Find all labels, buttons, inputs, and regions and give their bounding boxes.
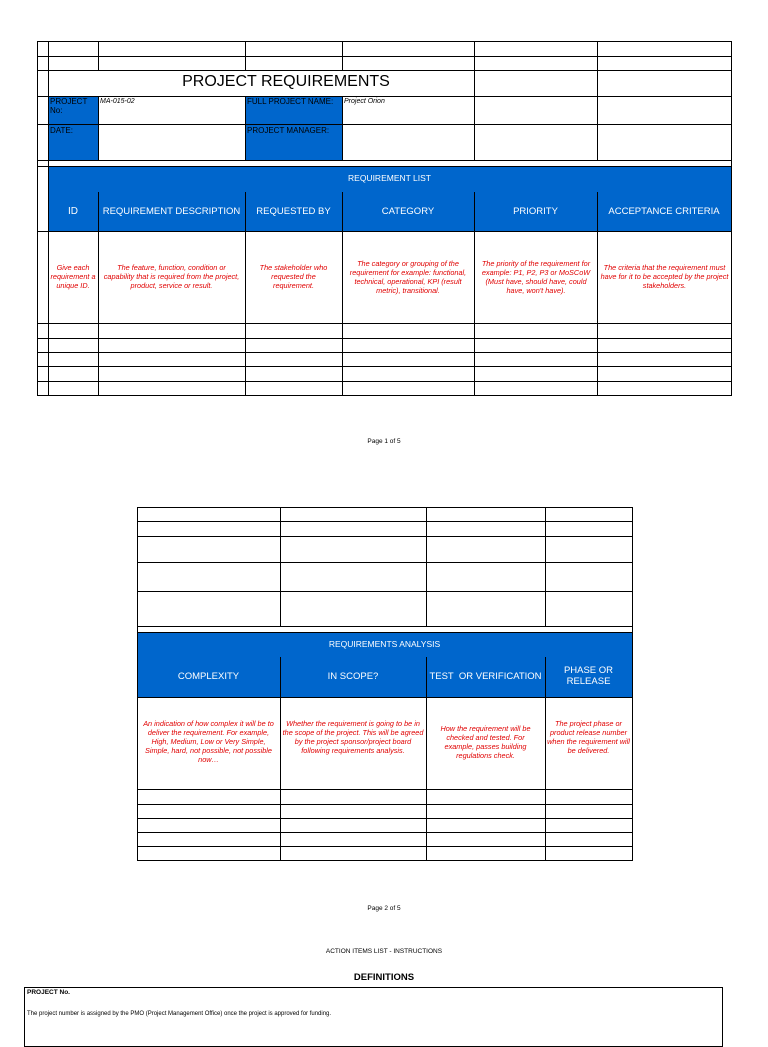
definitions-box bbox=[24, 987, 723, 1047]
desc-complexity: An indication of how complex it will be to deliver the requirement. For example, High, Medium, Low or Very Simple, Simple, hard, not possible, not possible now… bbox=[143, 719, 274, 764]
date-label: DATE: bbox=[50, 126, 73, 135]
full-name-value: Project Orion bbox=[344, 98, 385, 105]
desc-test-or-verification: How the requirement will be checked and tested. For example, passes building regulations check. bbox=[440, 724, 531, 760]
page-2-footer: Page 2 of 5 bbox=[367, 905, 401, 912]
desc-acceptance-criteria: The criteria that the requirement must have for it to be accepted by the project stakeholders. bbox=[600, 263, 729, 290]
analysis-title: REQUIREMENTS ANALYSIS bbox=[328, 639, 441, 649]
page-1-footer: Page 1 of 5 bbox=[367, 438, 401, 445]
desc-in-scope: Whether the requirement is going to be in the scope of the project. This will be agreed by the project sponsor/project board following requirements analysis. bbox=[282, 719, 424, 755]
page-title: PROJECT REQUIREMENTS bbox=[182, 73, 390, 90]
header-requested-by: REQUESTED BY bbox=[256, 206, 331, 217]
header-priority: PRIORITY bbox=[513, 206, 558, 217]
desc-priority: The priority of the requirement for example: P1, P2, P3 or MoSCoW (Must have, should have, could have, won't have). bbox=[481, 259, 591, 295]
manager-label: PROJECT MANAGER: bbox=[247, 126, 330, 135]
definition-project-no-text: The project number is assigned by the PMO (Project Management Office) once the project is approved for funding. bbox=[27, 1011, 332, 1017]
desc-category: The category or grouping of the requirement for example: functional, technical, operational, KPI (result metric), transitional. bbox=[349, 259, 467, 295]
header-phase-or-release: PHASE OR RELEASE bbox=[563, 665, 614, 687]
full-name-label: FULL PROJECT NAME: bbox=[247, 97, 334, 106]
header-category: CATEGORY bbox=[381, 206, 435, 217]
instructions-heading: ACTION ITEMS LIST - INSTRUCTIONS bbox=[325, 948, 443, 955]
header-in-scope: IN SCOPE? bbox=[327, 671, 379, 682]
definition-project-no-heading: PROJECT No. bbox=[27, 989, 70, 996]
desc-id: Give each requirement a unique ID. bbox=[50, 263, 96, 290]
project-no-label: PROJECT No: bbox=[50, 97, 88, 115]
header-complexity: COMPLEXITY bbox=[177, 671, 240, 682]
definitions-title: DEFINITIONS bbox=[353, 972, 415, 983]
desc-phase-or-release: The project phase or product release number when the requirement will be delivered. bbox=[547, 719, 630, 755]
project-no-value: MA-015-02 bbox=[100, 98, 135, 105]
desc-requested-by: The stakeholder who requested the requirement. bbox=[259, 263, 328, 290]
header-test-or-verification: TEST OR VERIFICATION bbox=[429, 671, 542, 682]
header-acceptance-criteria: ACCEPTANCE CRITERIA bbox=[608, 206, 720, 217]
header-requirement-description: REQUIREMENT DESCRIPTION bbox=[102, 206, 241, 217]
desc-requirement-description: The feature, function, condition or capability that is required from the project, product, service or result. bbox=[103, 263, 240, 290]
requirement-list-title: REQUIREMENT LIST bbox=[348, 173, 431, 183]
header-id: ID bbox=[68, 206, 78, 217]
